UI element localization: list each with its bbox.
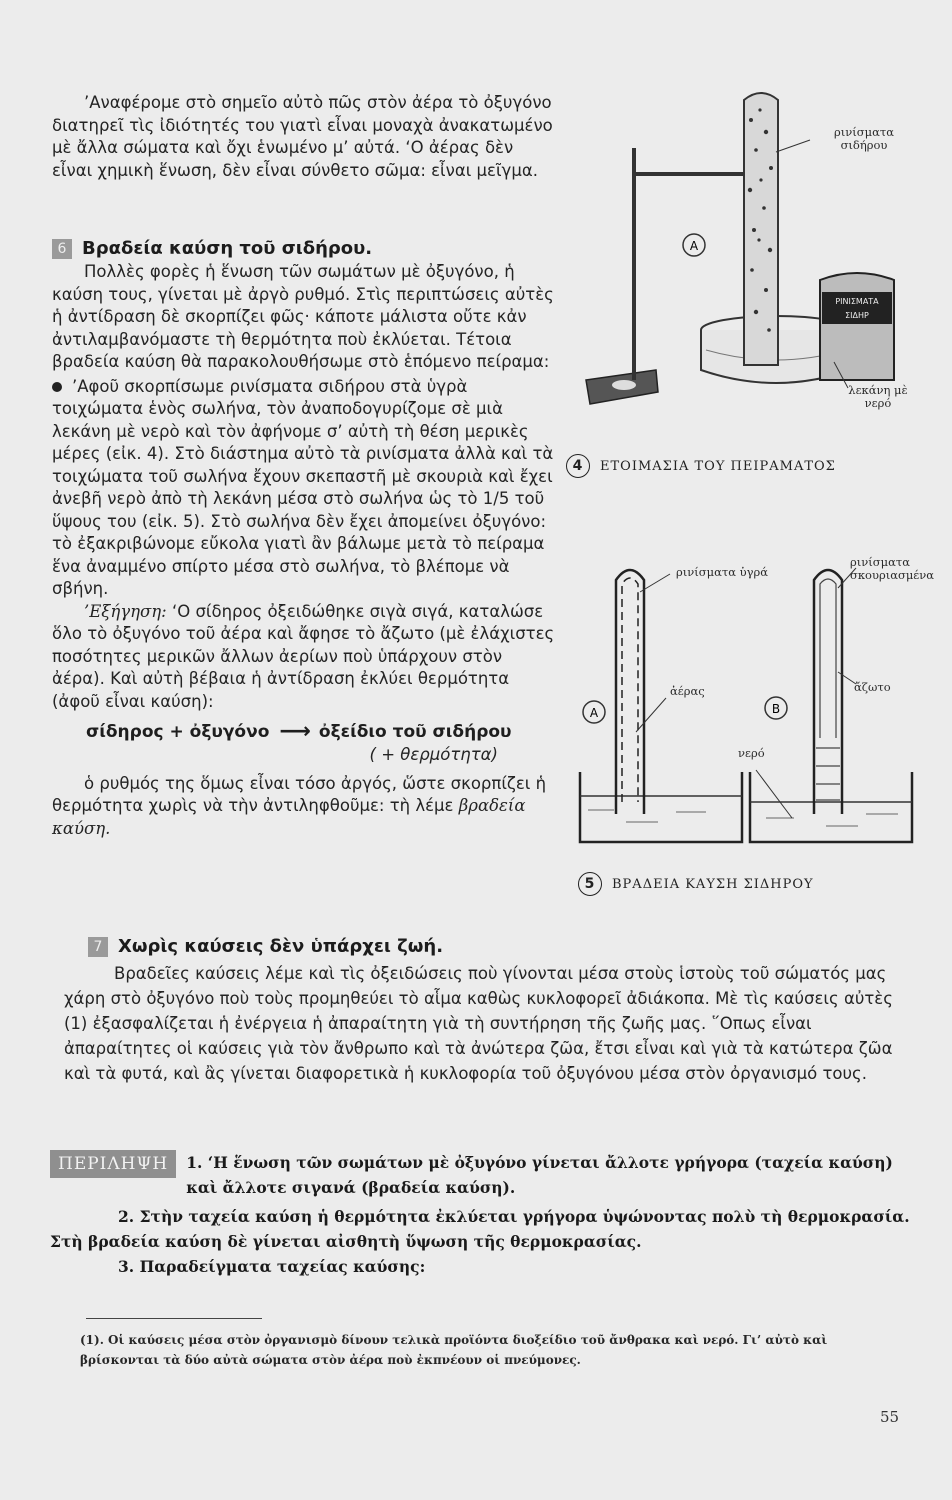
figure-4-caption [566,454,836,478]
section-7-text: Βραδεῖες καύσεις λέμε καὶ τὶς ὀξειδώσεις ποὺ γίνονται μέσα στοὺς ἱστοὺς τοῦ σώματός μας χάρη στὸ ὀξυγόνο ποὺ τοὺς προμηθεύει τὸ αἷμα καθὼς κυκλοφορεῖ ἀδιάκοπα. Μὲ τὶς καύσεις αὐτὲς (1) ἐξασφαλίζεται ἡ ἐνέργεια ἡ ἀπαραίτητη γιὰ τὴ συντήρηση τῆς ζωῆς μας. ῞Οπως εἶναι ἀπαραίτητες οἱ καύσεις γιὰ τὸν ἄνθρωπο καὶ τὰ ἀνώτερα ζῶα, ἔτσι εἶναι καὶ γιὰ τὰ κατώτερα ζῶα καὶ τὰ φυτά, καὶ ἂς γίνεται διαφορετικὰ ἡ κυκλοφορία τοῦ ὀξυγόνου μέσα στὸν ὀργανισμό τους. [64,964,893,1083]
section-6-para4: ὁ ρυθμός της ὅμως εἶναι τόσο ἀργός, ὥστε σκορπίζει ἡ θερμότητα χωρὶς νὰ τὴν ἀντιληφθοῦμε: τὴ λέμε [52,773,547,815]
label-water: νερό [738,746,765,760]
summary-badge: ΠΕΡΙΛΗΨΗ [50,1150,176,1178]
summary-item-2a: 2. Στὴν ταχεία καύση ἡ θερμότητα ἐκλύεται γρήγορα ὑψώνοντας πολὺ τὴ θερμοκρασία. [118,1207,910,1226]
air-leader [636,698,666,732]
summary-block [50,1150,920,1279]
section-6-para2 [52,376,558,601]
label-basin: λεκάνη μὲ νερό [848,383,908,410]
equation-product: ὀξείδιο τοῦ σιδήρου [318,721,512,742]
section-6-para2-text: ’Αφοῦ σκορπίσωμε ρινίσματα σιδήρου στὰ ὑγρὰ τοιχώματα ἑνὸς σωλήνα, τὸν ἀναποδογυρίζομε σὲ μιὰ λεκάνη μὲ νερὸ καὶ τὸν ἀφήνομε σ’ αὐτὴ τὴ θέση μερικὲς μέρες (εἰκ. 4). Στὸ διάστημα αὐτὸ τὰ ρινίσματα ἀλλὰ καὶ τὰ τοιχώματα τοῦ σωλήνα ἔχουν σκεπαστῆ μὲ σκουριὰ καὶ ἔχει ἀνεβῆ νερὸ ἀπὸ τὴ λεκάνη μέσα στὸ σωλήνα ὡς τὸ 1/5 τοῦ ὕψους του (εἰκ. 5). Στὸ σωλήνα δὲν ἔχει ἀπομείνει ὀξυγόνο: τὸ ἐξακριβώνομε εὔκολα γιατὶ ἂν βάλωμε μετὰ τὸ πείραμα ἕνα ἀναμμένο σπίρτο μέσα στὸ σωλήνα, τὸ βλέπομε νὰ σβήνη. [52,376,554,598]
equation-heat: ( + θερμότητα) [369,745,498,764]
figure-4-caption-text: ΕΤΟΙΜΑΣΙΑ ΤΟΥ ΠΕΙΡΑΜΑΤΟΣ [600,458,836,474]
figure-5-marker-a: A [589,706,599,720]
summary-item-1: 1. ‘Η ἕνωση τῶν σωμάτων μὲ ὀξυγόνο γίνεται ἄλλοτε γρήγορα (ταχεία καύση) καὶ ἄλλοτε σιγανά (βραδεία καύση). [186,1153,893,1197]
filings-leader [776,140,810,152]
basin-b [750,772,912,842]
box-label-line2: ΣΙΔΗΡ [845,311,869,320]
figure-4-number: 4 [566,454,590,478]
section-7-number: 7 [88,937,108,957]
section-6 [52,238,558,840]
summary-item-2b: Στὴ βραδεία καύση δὲ γίνεται αἰσθητὴ ὕψωση τῆς θερμοκρασίας. [50,1232,642,1251]
water-leader [756,770,792,818]
tube-b [814,570,842,814]
intro-text: ’Αναφέρομε στὸ σημεῖο αὐτὸ πῶς στὸν ἀέρα τὸ ὀξυγόνο διατηρεῖ τὶς ἰδιότητές του γιατὶ εἶναι μοναχὰ ἀνακατωμένο μὲ ἄλλα σώματα καὶ ὄχι ἑνωμένο μ’ αὐτά. ‘Ο ἀέρας δὲν εἶναι χημικὴ ἕνωση, δὲν εἶναι σύνθετο σῶμα: εἶναι μεῖγμα. [52,93,553,180]
section-6-title: Βραδεία καύση τοῦ σιδήρου. [82,238,373,259]
explanation-label: ’Εξήγηση: [84,601,167,621]
footnote: (1). Οἱ καύσεις μέσα στὸν ὀργανισμὸ δίνουν τελικὰ προϊόντα διοξείδιο τοῦ ἄνθρακα καὶ νερό. Γι’ αὐτὸ καὶ βρίσκονται τὰ δύο αὐτὰ σώματα στὸν ἀέρα ποὺ ἐκπνέουν οἱ πνεύμονες. [80,1333,828,1367]
intro-paragraph [52,92,558,182]
clamp-arm [632,172,762,176]
figure-5-marker-b: B [771,702,781,716]
basin-a [580,772,742,842]
box-label-line1: ΡΙΝΙΣΜΑΤΑ [835,297,879,306]
stand-rod [632,148,636,380]
bullet-icon [52,382,62,392]
label-filings: ρινίσματα σιδήρου [834,125,894,152]
section-7-heading [64,936,914,957]
slow-combustion-term: βραδεία καύση. [52,796,526,838]
section-7-title: Χωρὶς καύσεις δὲν ὑπάρχει ζωή. [118,936,444,957]
section-7-body [64,961,914,1086]
marker-a: A [689,239,699,253]
section-6-para1: Πολλὲς φορὲς ἡ ἕνωση τῶν σωμάτων μὲ ὀξυγόνο, ἡ καύση τους, γίνεται μὲ ἀργὸ ρυθμό. Στὶς περιπτώσεις αὐτὲς ἡ ἀντίδραση δὲ σκορπίζει φῶς· κάποτε μάλιστα οὔτε κἀν ἀντιλαμβανόμαστε τὴ θερμότητα ποὺ ἐκλύεται. Τέτοια βραδεία καύση θὰ παρακολουθήσωμε στὸ ἑπόμενο πείραμα: [52,262,554,371]
equation-reactants: σίδηρος + ὀξυγόνο [86,721,270,742]
tube-a-filings [622,578,638,802]
filings-box [820,273,894,380]
section-6-heading [52,238,558,259]
section-6-conclusion [52,773,558,841]
section-6-para3-text: ‘Ο σίδηρος ὀξειδώθηκε σιγὰ σιγά, καταλώσε ὅλο τὸ ὀξυγόνο τοῦ ἀέρα καὶ ἄφησε τὸ ἄζωτο (μὲ ἐλάχιστες ποσότητες μερικῶν ἄλλων ἀερίων ποὺ ὑπάρχουν στὸν ἀέρα). Καὶ αὐτὴ βέβαια ἡ ἀντίδραση ἐκλύει θερμότητα (ἀφοῦ εἶναι καύση): [52,601,555,711]
reaction-equation [52,719,558,744]
summary-item-3: 3. Παραδείγματα ταχείας καύσης: [118,1257,426,1276]
arrow-icon: ⟶ [279,719,309,744]
figure-5-illustration [566,552,916,852]
tube-a [616,570,644,814]
section-6-para3 [52,601,558,714]
tube-b-rust [820,579,836,738]
label-rusted-filings: ρινίσματα σκουριασμένα [850,555,935,582]
section-6-body [52,261,558,713]
label-air: ἀέρας [670,684,705,698]
summary-first [50,1150,920,1200]
test-tube [744,93,778,365]
tube-b-water [816,748,840,800]
figure-5-number: 5 [578,872,602,896]
stand-foot [612,380,636,390]
page-number: 55 [880,1408,900,1426]
section-6-number: 6 [52,239,72,259]
figure-5-caption [578,872,814,896]
label-nitrogen: ἄζωτο [854,680,891,694]
figure-5-caption-text: ΒΡΑΔΕΙΑ ΚΑΥΣΗ ΣΙΔΗΡΟΥ [612,876,814,892]
footnote-divider [86,1318,262,1319]
label-wet-filings: ρινίσματα ὑγρά [676,565,769,579]
section-7 [64,936,914,1086]
